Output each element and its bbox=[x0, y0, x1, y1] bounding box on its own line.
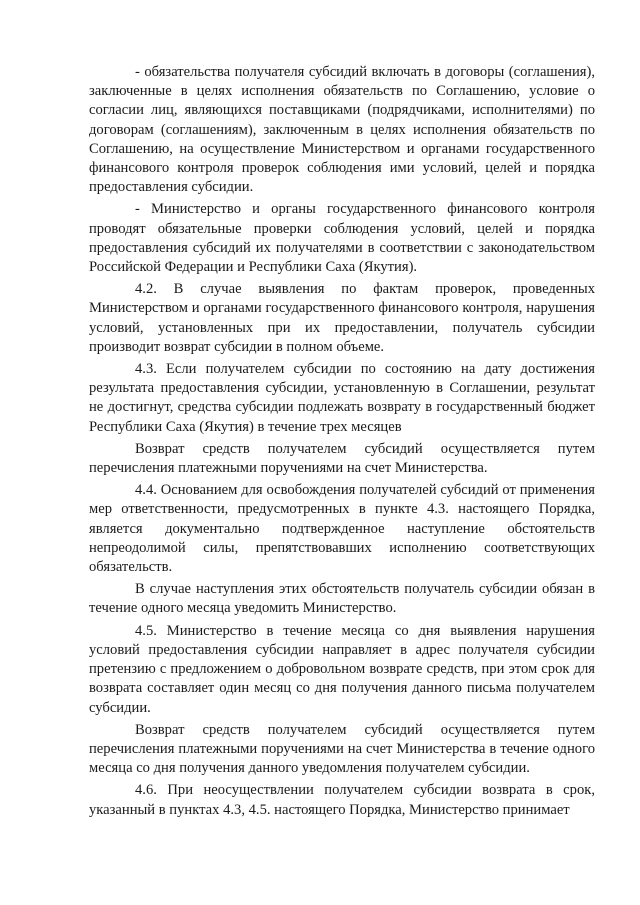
paragraph-4-2: 4.2. В случае выявления по фактам проверок, проведенных Министерством и органами государственного финансового контроля, нарушения условий, установленных при их предоставлении, получатель субсидии производит возврат субсидии в полном объеме. bbox=[89, 281, 595, 355]
paragraph-4-3: 4.3. Если получателем субсидии по состоянию на дату достижения результата предоставления субсидии, установленную в Соглашении, результат не достигнут, средства субсидии подлежать возврату в государственный бюджет Республики Саха (Якутия) в течение трех месяцев bbox=[89, 361, 595, 435]
paragraph-4-5: 4.5. Министерство в течение месяца со дня выявления нарушения условий предоставления субсидии направляет в адрес получателя субсидии претензию с предложением о добровольном возврате средств, при этом срок для возврата составляет один месяц со дня получения данного письма получателем субсидии. bbox=[89, 622, 595, 716]
paragraph-control-checks: - Министерство и органы государственного финансового контроля проводят обязательные проверки соблюдения условий, целей и порядка предоставления субсидий их получателями в соответствии с законодательством Российской Федерации и Республики Саха (Якутия). bbox=[89, 201, 595, 276]
paragraph-return-payment-term: Возврат средств получателем субсидий осуществляется путем перечисления платежными поручениями на счет Министерства в течение одного месяца со дня получения данного уведомления получателем субсидии. bbox=[89, 721, 595, 777]
document-body bbox=[89, 63, 595, 820]
paragraph-4-4: 4.4. Основанием для освобождения получателей субсидий от применения мер ответственности, предусмотренных в пункте 4.3. настоящего Порядка, является документально подтвержденное наступление обстоятельств непреодолимой силы, препятствовавших исполнению соответствующих обязательств. bbox=[89, 482, 595, 576]
paragraph-4-6: 4.6. При неосуществлении получателем субсидии возврата в срок, указанный в пунктах 4.3, 4.5. настоящего Порядка, Министерство принимает bbox=[89, 782, 595, 818]
paragraph-supplier-consent-obligation: - обязательства получателя субсидий включать в договоры (соглашения), заключенные в целях исполнения обязательств по Соглашению, условие о согласии лиц, являющихся поставщиками (подрядчиками, исполнителями) по договорам (соглашениям), заключенным в целях исполнения обязательств по Соглашению, на осуществление Министерством и органами государственного финансового контроля проверок соблюдения ими условий, целей и порядка предоставления субсидии. bbox=[89, 64, 595, 196]
paragraph-force-majeure-notice: В случае наступления этих обстоятельств получатель субсидии обязан в течение одного месяца уведомить Министерство. bbox=[89, 581, 595, 617]
paragraph-return-payment: Возврат средств получателем субсидий осуществляется путем перечисления платежными поручениями на счет Министерства. bbox=[89, 440, 595, 477]
